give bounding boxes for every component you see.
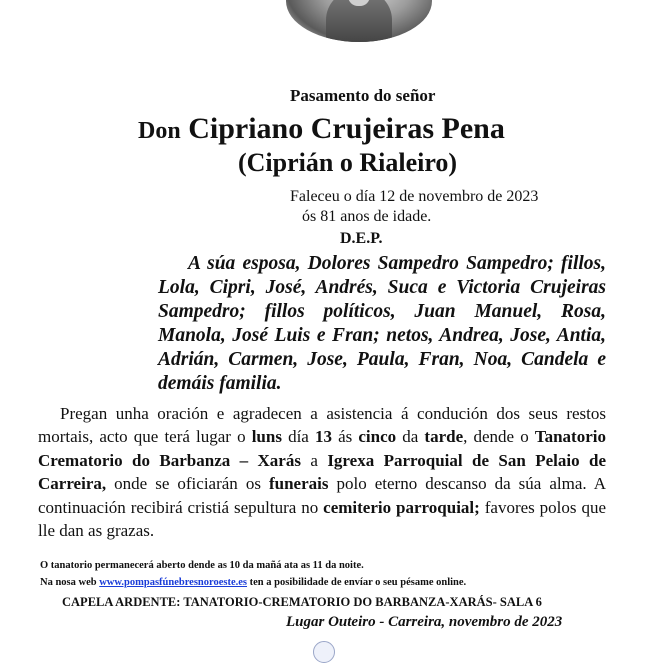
name-prefix: Don (138, 118, 181, 144)
body-text: da (396, 427, 425, 447)
body-bold-funerais: funerais (268, 474, 329, 494)
web-note (40, 577, 466, 588)
body-bold-tarde: tarde (424, 427, 464, 447)
family-paragraph: A súa esposa, Dolores Sampedro Sampedro; fillos, Lola, Cipri, José, Andrés, Suca e Victoria Crujeiras Sampedro; fillos políticos, Juan Manuel, Rosa, Manola, José Luis e Fran; netos, Andrea, Jose, Antia, Adrián, Carmen, Jose, Paula, Fran, Noa, Candela e demáis familia. (158, 253, 606, 394)
photo-shirt (326, 0, 392, 42)
capela-ardente: CAPELA ARDENTE: TANATORIO-CREMATORIO DO BARBANZA-XARÁS- SALA 6 (62, 595, 542, 609)
body-text: Pregan unha oración e agradecen a asistencia á condución dos seus restos mortais, acto que terá lugar o (38, 404, 606, 447)
body-text: , dende o (463, 427, 535, 447)
web-note-suffix: ten a posibilidade de envíar o seu pésame online. (247, 577, 467, 588)
body-bold-day: luns (251, 427, 282, 447)
body-text: onde se oficiarán os (106, 474, 269, 494)
deceased-photo (286, 0, 432, 42)
website-link[interactable]: www.pompasfúnebresnoroeste.es (99, 577, 248, 588)
place-date: Lugar Outeiro - Carreira, novembro de 2023 (286, 614, 563, 630)
body-bold-hour: cinco (358, 427, 397, 447)
body-bold-date: 13 (314, 427, 332, 447)
notice-subtitle: Pasamento do señor (290, 86, 436, 105)
body-text: ás (331, 427, 359, 447)
age-at-death: ós 81 anos de idade. (302, 208, 432, 225)
body-bold-church: Igrexa Parroquial de San Pelaio de Carreira, (38, 450, 606, 494)
name-text: Cipriano Crujeiras Pena (188, 112, 505, 145)
funeral-home-logo-icon (313, 641, 335, 663)
body-text: polo eterno descanso da súa alma. A continuación recibirá cristiá sepultura no (38, 474, 606, 517)
death-date: Faleceu o día 12 de novembro de 2023 (290, 188, 539, 205)
body-bold-tanatorio: Tanatorio Crematorio do Barbanza – Xarás (38, 427, 606, 470)
deceased-name (138, 112, 505, 146)
web-note-prefix: Na nosa web (40, 577, 100, 588)
body-bold-cemetery: cemiterio parroquial; (323, 497, 480, 517)
tanatorio-hours: O tanatorio permanecerá aberto dende as 10 da mañá ata as 11 da noite. (40, 560, 364, 571)
deceased-nickname: (Ciprián o Rialeiro) (238, 148, 458, 177)
body-text: favores polos que lle dan as grazas. (38, 497, 606, 541)
dep-label: D.E.P. (340, 230, 383, 247)
body-text: a (300, 450, 328, 470)
ceremony-paragraph (38, 402, 606, 542)
body-text: día (281, 427, 315, 447)
